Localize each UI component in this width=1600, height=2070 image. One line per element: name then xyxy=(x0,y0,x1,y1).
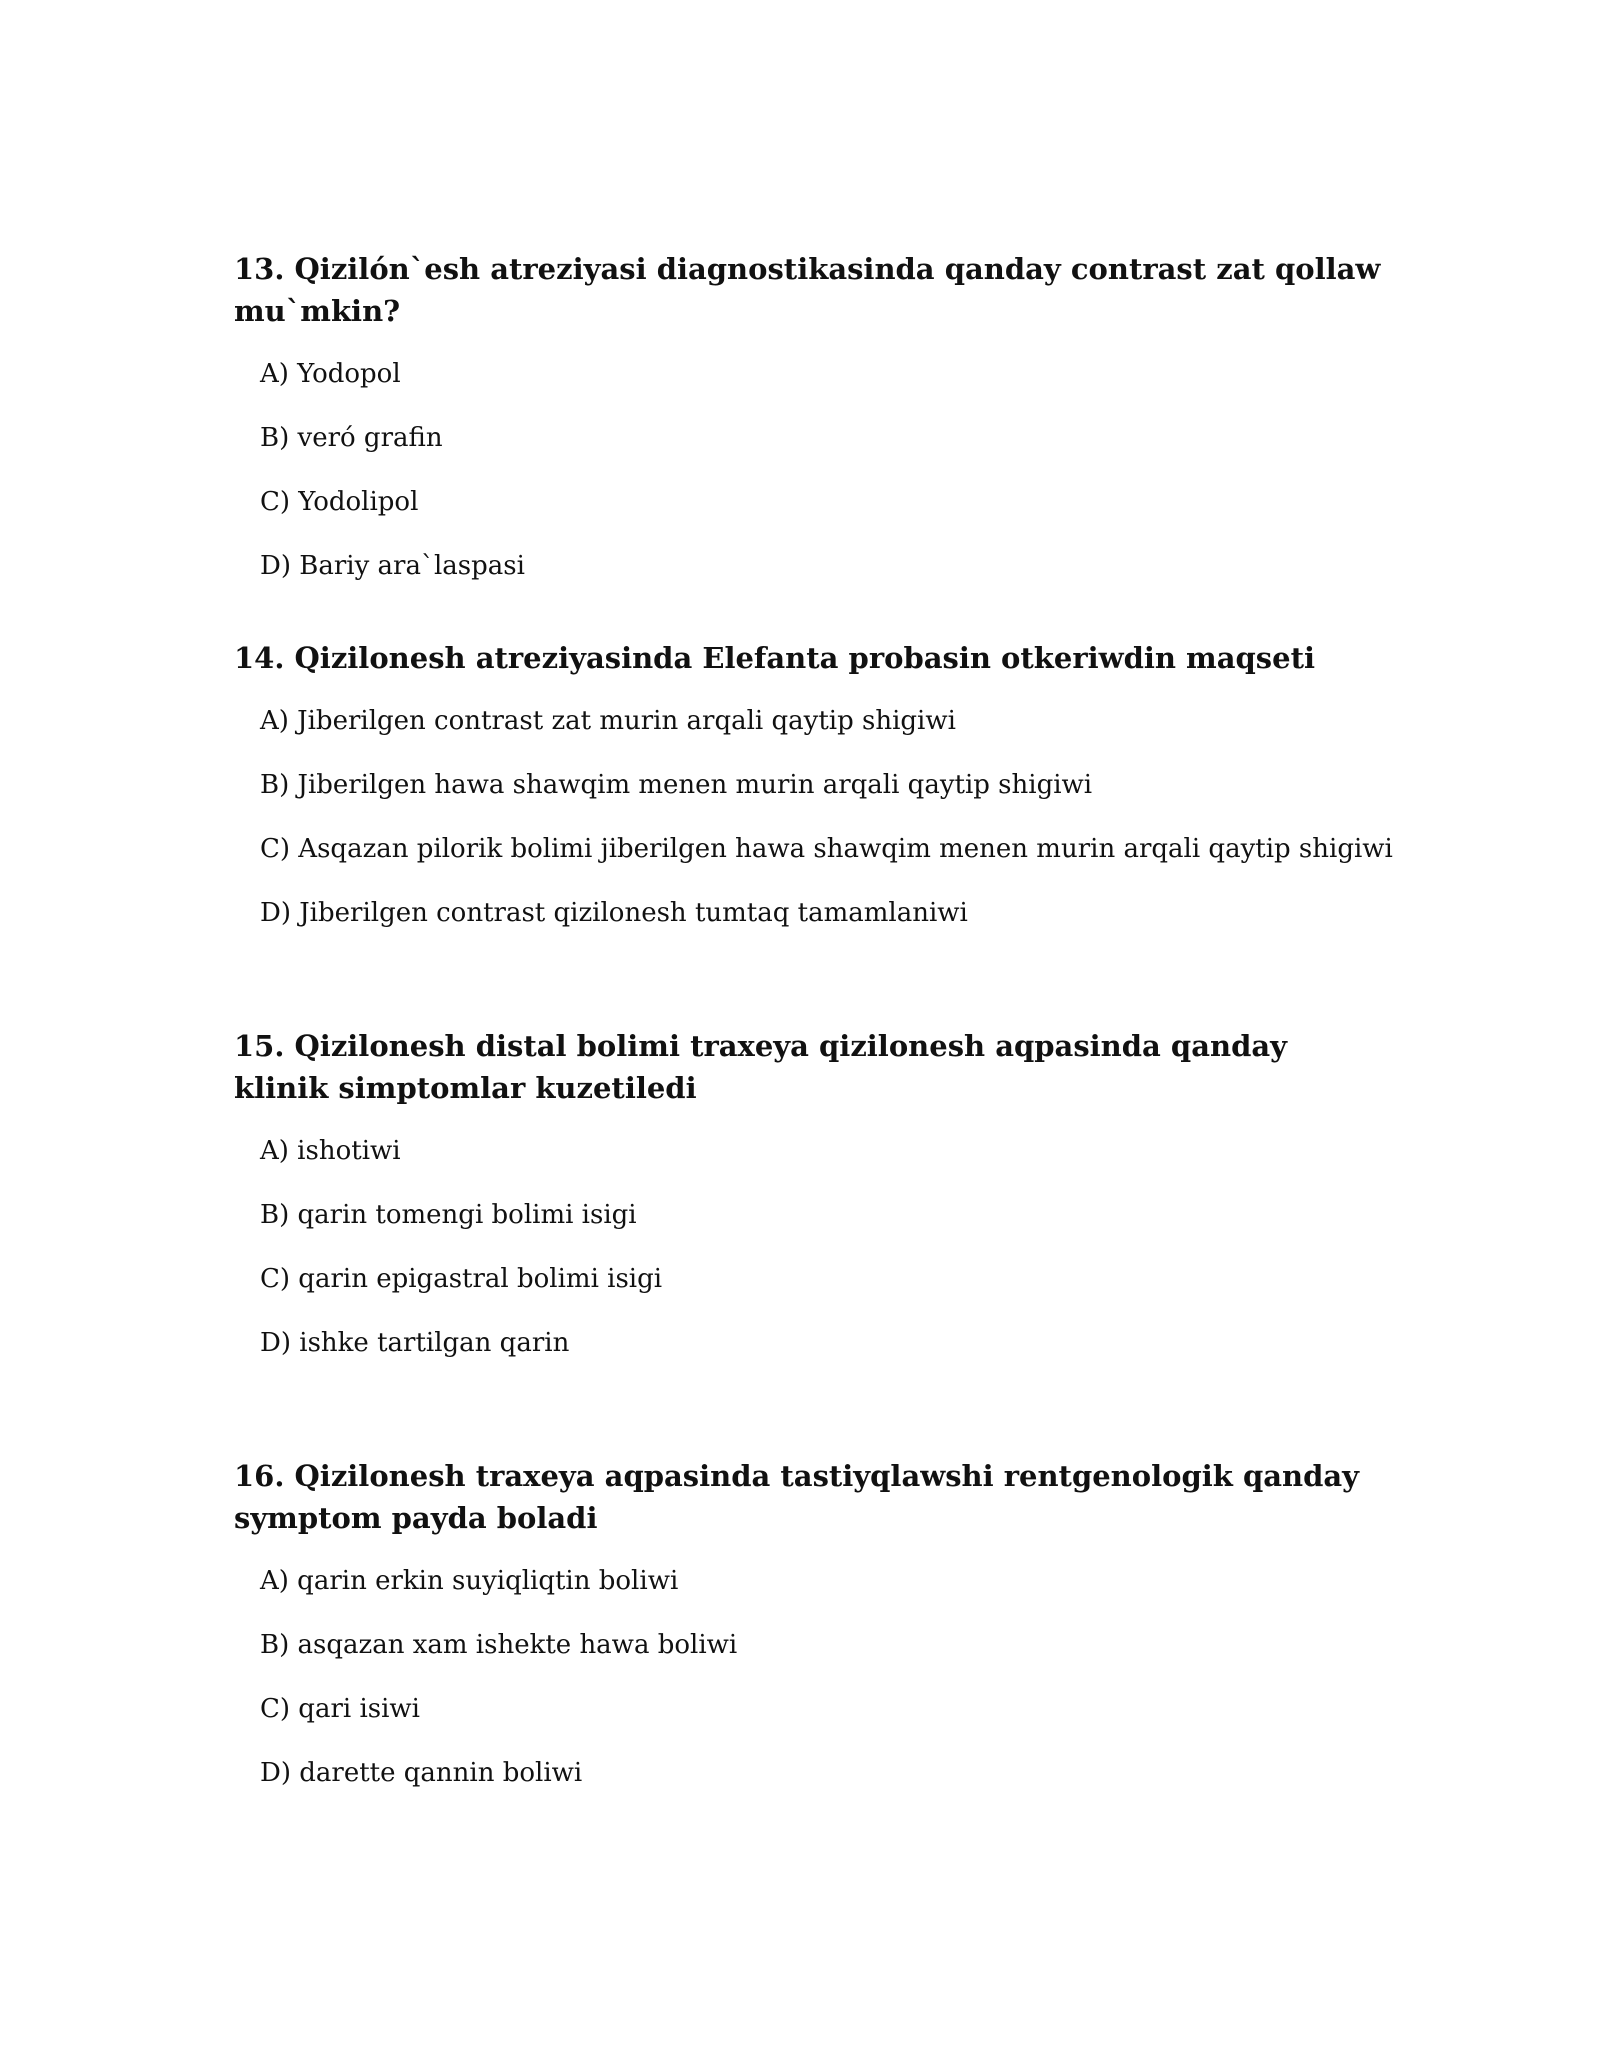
answer-option-c: C) qarin epigastral bolimi isigi xyxy=(260,1264,663,1294)
question-title: 14. Qizilonesh atreziyasinda Elefanta probasin otkeriwdin maqseti xyxy=(234,641,1316,675)
answer-option-a: A) qarin erkin suyiqliqtin boliwi xyxy=(260,1566,679,1596)
answer-option-b: B) asqazan xam ishekte hawa boliwi xyxy=(260,1630,738,1660)
question-15 xyxy=(234,1025,1384,1387)
answer-option-d: D) Bariy ara`laspasi xyxy=(260,551,525,581)
question-16 xyxy=(234,1455,1384,1817)
answer-option-d: D) Jiberilgen contrast qizilonesh tumtaq tamamlaniwi xyxy=(260,898,968,928)
question-13 xyxy=(234,248,1384,610)
answer-option-b: B) qarin tomengi bolimi isigi xyxy=(260,1200,637,1230)
answer-option-d: D) ishke tartilgan qarin xyxy=(260,1328,570,1358)
question-title: 16. Qizilonesh traxeya aqpasinda tastiyqlawshi rentgenologik qanday symptom payda boladi xyxy=(234,1459,1360,1535)
answer-option-b: B) Jiberilgen hawa shawqim menen murin arqali qaytip shigiwi xyxy=(260,770,1093,800)
answer-option-d: D) darette qannin boliwi xyxy=(260,1758,583,1788)
answer-option-a: A) ishotiwi xyxy=(260,1136,401,1166)
answer-option-a: A) Yodopol xyxy=(260,359,401,389)
answer-option-c: C) Asqazan pilorik bolimi jiberilgen hawa shawqim menen murin arqali qaytip shigiwi xyxy=(260,834,1393,864)
question-14 xyxy=(234,637,1393,957)
answer-option-c: C) Yodolipol xyxy=(260,487,419,517)
answer-option-c: C) qari isiwi xyxy=(260,1694,420,1724)
answer-option-a: A) Jiberilgen contrast zat murin arqali qaytip shigiwi xyxy=(260,706,956,736)
question-title: 15. Qizilonesh distal bolimi traxeya qizilonesh aqpasinda qanday klinik simptomlar kuzetiledi xyxy=(234,1029,1288,1105)
answer-option-b: B) veró grafin xyxy=(260,423,443,453)
question-title: 13. Qizilón`esh atreziyasi diagnostikasinda qanday contrast zat qollaw mu`mkin? xyxy=(234,252,1381,328)
